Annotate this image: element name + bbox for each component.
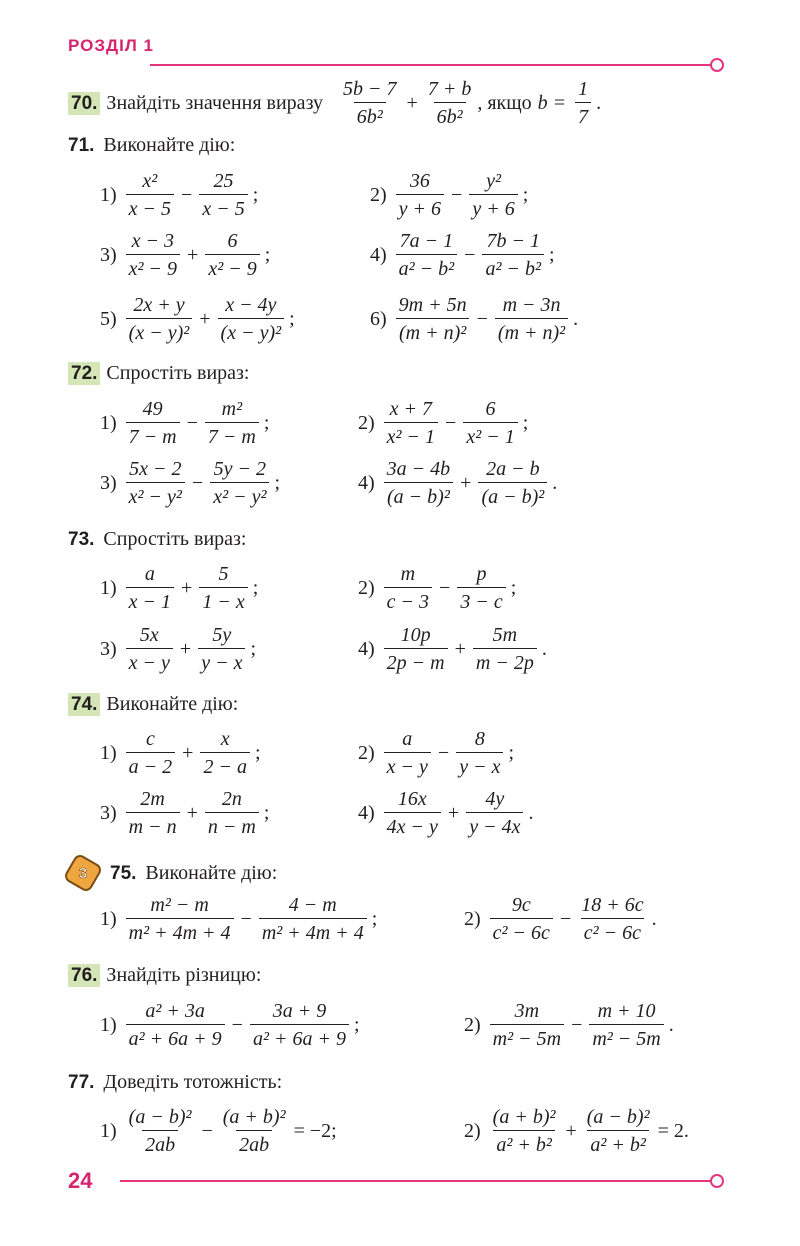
fraction-right <box>200 728 250 778</box>
exercise-item <box>370 170 528 220</box>
task-72 <box>68 362 249 385</box>
denominator: 3 − c <box>457 587 505 613</box>
numerator: x² <box>142 170 158 192</box>
item-label: 2) <box>358 741 375 764</box>
denominator: x − y <box>384 752 431 778</box>
item-label: 3) <box>100 637 117 660</box>
task-70 <box>68 78 601 128</box>
item-ending: ; <box>252 576 259 599</box>
fraction-right <box>473 624 537 674</box>
exercise-item <box>100 563 258 613</box>
footer-rule-end <box>710 1174 724 1188</box>
operator: + <box>199 307 211 330</box>
exercise-item <box>100 894 377 944</box>
fraction-right <box>218 294 285 344</box>
fraction-left <box>490 1106 559 1156</box>
item-label: 4) <box>358 471 375 494</box>
operator: − <box>191 471 204 494</box>
item-label: 1) <box>100 411 117 434</box>
numerator: 5x − 2 <box>129 458 182 480</box>
operator: − <box>451 183 463 206</box>
task-number: 77. <box>68 1072 95 1093</box>
exercise-item <box>358 624 547 674</box>
item-ending: = −2; <box>293 1119 337 1142</box>
operator: + <box>182 741 194 764</box>
numerator: x − 4y <box>225 294 277 316</box>
item-ending: ; <box>510 576 517 599</box>
numerator: 3a − 4b <box>386 458 451 480</box>
fraction-right <box>199 563 247 613</box>
item-ending: ; <box>252 183 259 206</box>
numerator: 3a + 9 <box>272 1000 327 1022</box>
fraction-left <box>384 788 441 838</box>
fraction-right <box>259 894 367 944</box>
fraction-left <box>126 563 174 613</box>
item-ending: ; <box>274 471 281 494</box>
numerator: 4 − m <box>288 894 337 916</box>
operator: + <box>460 471 472 494</box>
numerator: 2a − b <box>486 458 540 480</box>
numerator: 2n <box>221 788 242 810</box>
operator: − <box>476 307 488 330</box>
exercise-item <box>100 1106 337 1156</box>
fraction-right <box>495 294 568 344</box>
operator: − <box>571 1013 583 1036</box>
fraction-left <box>490 894 553 944</box>
item-ending: ; <box>508 741 515 764</box>
fraction-left <box>126 788 180 838</box>
numerator: m <box>400 563 416 585</box>
numerator: 9c <box>511 894 531 916</box>
item-ending: ; <box>264 243 271 266</box>
numerator: 7b − 1 <box>486 230 540 252</box>
denominator: x² − y² <box>126 482 185 508</box>
item-ending: ; <box>254 741 261 764</box>
operator: − <box>181 183 193 206</box>
item-label: 2) <box>464 1119 481 1142</box>
denominator: (x − y)² <box>218 318 285 344</box>
operator: + <box>187 243 199 266</box>
section-title: РОЗДІЛ 1 <box>68 36 154 55</box>
task-text: Спростіть вираз: <box>103 528 247 550</box>
task-74 <box>68 693 238 716</box>
operator: + <box>406 91 418 114</box>
numerator: a <box>402 728 413 750</box>
denominator: x² − 1 <box>463 422 517 448</box>
item-ending: ; <box>548 243 555 266</box>
denominator: x² − 1 <box>384 422 438 448</box>
exercise-item <box>100 230 270 280</box>
numerator: 2x + y <box>133 294 185 316</box>
fraction-left <box>126 624 173 674</box>
denominator: x − 5 <box>126 194 174 220</box>
fraction-right <box>220 1106 289 1156</box>
item-label: 4) <box>370 243 387 266</box>
fraction-left <box>384 563 432 613</box>
denominator: m² + 4m + 4 <box>259 918 367 944</box>
fraction-right <box>210 458 269 508</box>
fraction-right <box>456 728 503 778</box>
item-label: 2) <box>358 576 375 599</box>
task-71 <box>68 134 235 157</box>
fraction-left <box>384 398 438 448</box>
denominator: 2p − m <box>384 648 448 674</box>
exercise-item <box>100 624 256 674</box>
fraction-right <box>463 398 517 448</box>
task-text: Спростіть вираз: <box>106 362 250 384</box>
item-ending: . <box>541 637 547 660</box>
fraction-left <box>126 1106 195 1156</box>
item-label: 2) <box>464 907 481 930</box>
numerator: 6 <box>227 230 238 252</box>
operator: − <box>445 411 457 434</box>
variable: b = <box>537 91 567 114</box>
denominator: a² + b² <box>493 1130 555 1156</box>
item-label: 4) <box>358 637 375 660</box>
denominator: n − m <box>205 812 259 838</box>
fraction-left <box>384 624 448 674</box>
fraction-left <box>126 728 176 778</box>
item-label: 2) <box>464 1013 481 1036</box>
task-text: Виконайте дію: <box>106 693 239 715</box>
task-76 <box>68 964 261 987</box>
fraction-right <box>469 170 517 220</box>
denominator: c − 3 <box>384 587 432 613</box>
exercise-item <box>464 894 657 944</box>
exercise-item <box>464 1000 674 1050</box>
fraction-left <box>126 294 193 344</box>
numerator: 7a − 1 <box>399 230 454 252</box>
denominator: 7 − m <box>126 422 180 448</box>
exercise-item <box>358 563 516 613</box>
operator: + <box>179 637 192 660</box>
fraction-right <box>482 230 544 280</box>
task-number: 74. <box>68 693 100 716</box>
exercise-item <box>464 1106 689 1156</box>
denominator: m² + 4m + 4 <box>126 918 234 944</box>
denominator: a² − b² <box>396 254 458 280</box>
denominator: m − n <box>126 812 180 838</box>
numerator: 5m <box>492 624 518 646</box>
numerator: 9m + 5n <box>398 294 467 316</box>
header-rule <box>150 64 712 66</box>
item-ending: . <box>651 907 657 930</box>
fraction-left <box>126 458 185 508</box>
fraction: $\frac{7 + b}{\text{6b²}}$ <box>427 78 472 128</box>
fraction-left <box>126 894 234 944</box>
denominator: m² − 5m <box>490 1024 564 1050</box>
exercise-item <box>358 788 533 838</box>
numerator: (a − b)² <box>586 1106 650 1128</box>
item-label: 3) <box>100 801 117 824</box>
exercise-item <box>358 728 514 778</box>
fraction-left <box>396 230 458 280</box>
item-label: 6) <box>370 307 387 330</box>
denominator: (m + n)² <box>396 318 469 344</box>
footer-rule <box>120 1180 712 1182</box>
denominator: 2 − a <box>200 752 250 778</box>
item-ending: . <box>528 801 534 824</box>
denominator: (m + n)² <box>495 318 568 344</box>
item-label: 1) <box>100 907 117 930</box>
operator: + <box>565 1119 577 1142</box>
exercise-item <box>358 458 557 508</box>
task-number: 72. <box>68 362 100 385</box>
denominator: (x − y)² <box>126 318 193 344</box>
item-ending: ; <box>263 411 270 434</box>
denominator: y + 6 <box>469 194 517 220</box>
item-label: 5) <box>100 307 117 330</box>
operator: + <box>181 576 193 599</box>
fraction-left <box>126 170 174 220</box>
fraction-left <box>396 294 470 344</box>
denominator: a² − b² <box>482 254 544 280</box>
item-ending: ; <box>522 183 529 206</box>
denominator: a² + 6a + 9 <box>250 1024 349 1050</box>
denominator: y − x <box>456 752 503 778</box>
fraction-right <box>198 624 245 674</box>
fraction-right <box>250 1000 349 1050</box>
numerator: 5y − 2 <box>213 458 267 480</box>
punctuation: . <box>596 91 602 114</box>
task-number: 70. <box>68 92 100 115</box>
exercise-item <box>100 458 280 508</box>
item-ending: . <box>573 307 579 330</box>
denominator: (a − b)² <box>384 482 453 508</box>
item-label: 2) <box>370 183 387 206</box>
numerator: 25 <box>213 170 234 192</box>
numerator: 5y <box>212 624 232 646</box>
numerator: 6 <box>485 398 496 420</box>
numerator: p <box>476 563 487 585</box>
item-ending: ; <box>289 307 295 330</box>
task-number: 73. <box>68 529 95 550</box>
fraction-right <box>205 788 259 838</box>
numerator: x + 7 <box>389 398 433 420</box>
denominator: x − 1 <box>126 587 174 613</box>
numerator: 36 <box>409 170 430 192</box>
fraction-left <box>396 170 444 220</box>
item-label: 2) <box>358 411 375 434</box>
numerator: 3m <box>514 1000 540 1022</box>
item-ending: ; <box>522 411 529 434</box>
denominator: m − 2p <box>473 648 537 674</box>
operator: − <box>559 907 572 930</box>
header-rule-end <box>710 58 724 72</box>
fraction-right <box>205 398 259 448</box>
item-label: 1) <box>100 741 117 764</box>
operator: + <box>454 637 466 660</box>
numerator: a² + 3a <box>145 1000 205 1022</box>
exercise-item <box>358 398 528 448</box>
numerator: (a + b)² <box>492 1106 556 1128</box>
task-number: 76. <box>68 964 100 987</box>
fraction-left <box>490 1000 564 1050</box>
denominator: c² − 6c <box>581 918 644 944</box>
denominator: y − 4x <box>466 812 523 838</box>
page-number: 24 <box>68 1168 93 1193</box>
denominator: y − x <box>198 648 245 674</box>
task-text: Знайдіть значення виразу <box>106 91 324 114</box>
item-ending: ; <box>250 637 257 660</box>
numerator: 5 <box>218 563 229 585</box>
fraction-left <box>384 458 454 508</box>
numerator: 18 + 6c <box>581 894 644 916</box>
difficulty-badge: 3 <box>63 853 104 894</box>
numerator: m + 10 <box>597 1000 656 1022</box>
denominator: 4x − y <box>384 812 441 838</box>
item-label: 3) <box>100 471 117 494</box>
exercise-item <box>370 230 555 280</box>
fraction-right <box>205 230 259 280</box>
numerator: 49 <box>142 398 163 420</box>
operator: + <box>447 801 460 824</box>
numerator: c <box>145 728 155 750</box>
denominator: 1 − x <box>199 587 247 613</box>
denominator: x − 5 <box>199 194 247 220</box>
item-ending: ; <box>263 801 270 824</box>
task-77 <box>68 1071 282 1094</box>
item-ending: . <box>668 1013 674 1036</box>
task-text: Знайдіть різницю: <box>106 964 262 986</box>
denominator: (a − b)² <box>478 482 547 508</box>
item-label: 1) <box>100 1119 117 1142</box>
exercise-item <box>100 728 261 778</box>
numerator: x <box>220 728 230 750</box>
item-ending: ; <box>371 907 378 930</box>
condition-text: , якщо <box>477 91 532 114</box>
operator: − <box>240 907 252 930</box>
denominator: a − 2 <box>126 752 176 778</box>
operator: − <box>439 576 451 599</box>
exercise-item <box>100 1000 360 1050</box>
numerator: 16x <box>397 788 427 810</box>
task-text: Виконайте дію: <box>145 861 278 884</box>
denominator: m² − 5m <box>589 1024 663 1050</box>
numerator: y² <box>486 170 501 192</box>
operator: + <box>186 801 198 824</box>
fraction-right <box>584 1106 653 1156</box>
task-text: Виконайте дію: <box>103 134 236 156</box>
operator: − <box>437 741 450 764</box>
fraction-right <box>578 894 646 944</box>
fraction-left <box>126 1000 225 1050</box>
denominator: x − y <box>126 648 173 674</box>
item-label: 1) <box>100 1013 117 1036</box>
denominator: x² − y² <box>210 482 269 508</box>
numerator: m² − m <box>150 894 209 916</box>
numerator: 4y <box>485 788 505 810</box>
fraction-right <box>457 563 505 613</box>
item-label: 3) <box>100 243 117 266</box>
numerator: m² <box>221 398 243 420</box>
numerator: 8 <box>474 728 485 750</box>
fraction-right <box>199 170 247 220</box>
denominator: a² + 6a + 9 <box>126 1024 225 1050</box>
fraction: $\frac{1}{7}$ <box>575 78 591 128</box>
denominator: x² − 9 <box>126 254 180 280</box>
item-label: 1) <box>100 183 117 206</box>
operator: − <box>201 1119 213 1142</box>
exercise-item <box>100 398 269 448</box>
numerator: x − 3 <box>131 230 175 252</box>
fraction-right <box>466 788 523 838</box>
exercise-item <box>100 294 295 344</box>
numerator: 5x <box>139 624 159 646</box>
numerator: 10p <box>400 624 431 646</box>
item-ending: ; <box>353 1013 360 1036</box>
exercise-item <box>100 170 258 220</box>
fraction-left <box>126 230 180 280</box>
numerator: a <box>144 563 155 585</box>
fraction-right <box>478 458 547 508</box>
fraction: $\frac{5b - 7}{\text{6b²}}$ <box>343 78 397 128</box>
operator: − <box>464 243 476 266</box>
numerator: (a + b)² <box>222 1106 286 1128</box>
denominator: 2ab <box>142 1130 178 1156</box>
exercise-item <box>370 294 578 344</box>
item-label: 4) <box>358 801 375 824</box>
numerator: (a − b)² <box>128 1106 192 1128</box>
denominator: c² − 6c <box>490 918 553 944</box>
task-number: 75. <box>110 862 137 884</box>
fraction-left <box>384 728 431 778</box>
task-number: 71. <box>68 135 95 156</box>
item-label: 1) <box>100 576 117 599</box>
denominator: x² − 9 <box>205 254 259 280</box>
fraction-left <box>126 398 180 448</box>
numerator: m − 3n <box>502 294 561 316</box>
denominator: y + 6 <box>396 194 444 220</box>
denominator: 7 − m <box>205 422 259 448</box>
denominator: a² + b² <box>587 1130 649 1156</box>
item-ending: . <box>552 471 558 494</box>
task-75 <box>68 858 277 888</box>
task-73 <box>68 528 246 551</box>
operator: − <box>186 411 198 434</box>
exercise-item <box>100 788 269 838</box>
denominator: 2ab <box>236 1130 272 1156</box>
item-ending: = 2. <box>657 1119 689 1142</box>
operator: − <box>231 1013 243 1036</box>
numerator: 2m <box>140 788 165 810</box>
fraction-right <box>589 1000 663 1050</box>
task-text: Доведіть тотожність: <box>103 1071 283 1093</box>
